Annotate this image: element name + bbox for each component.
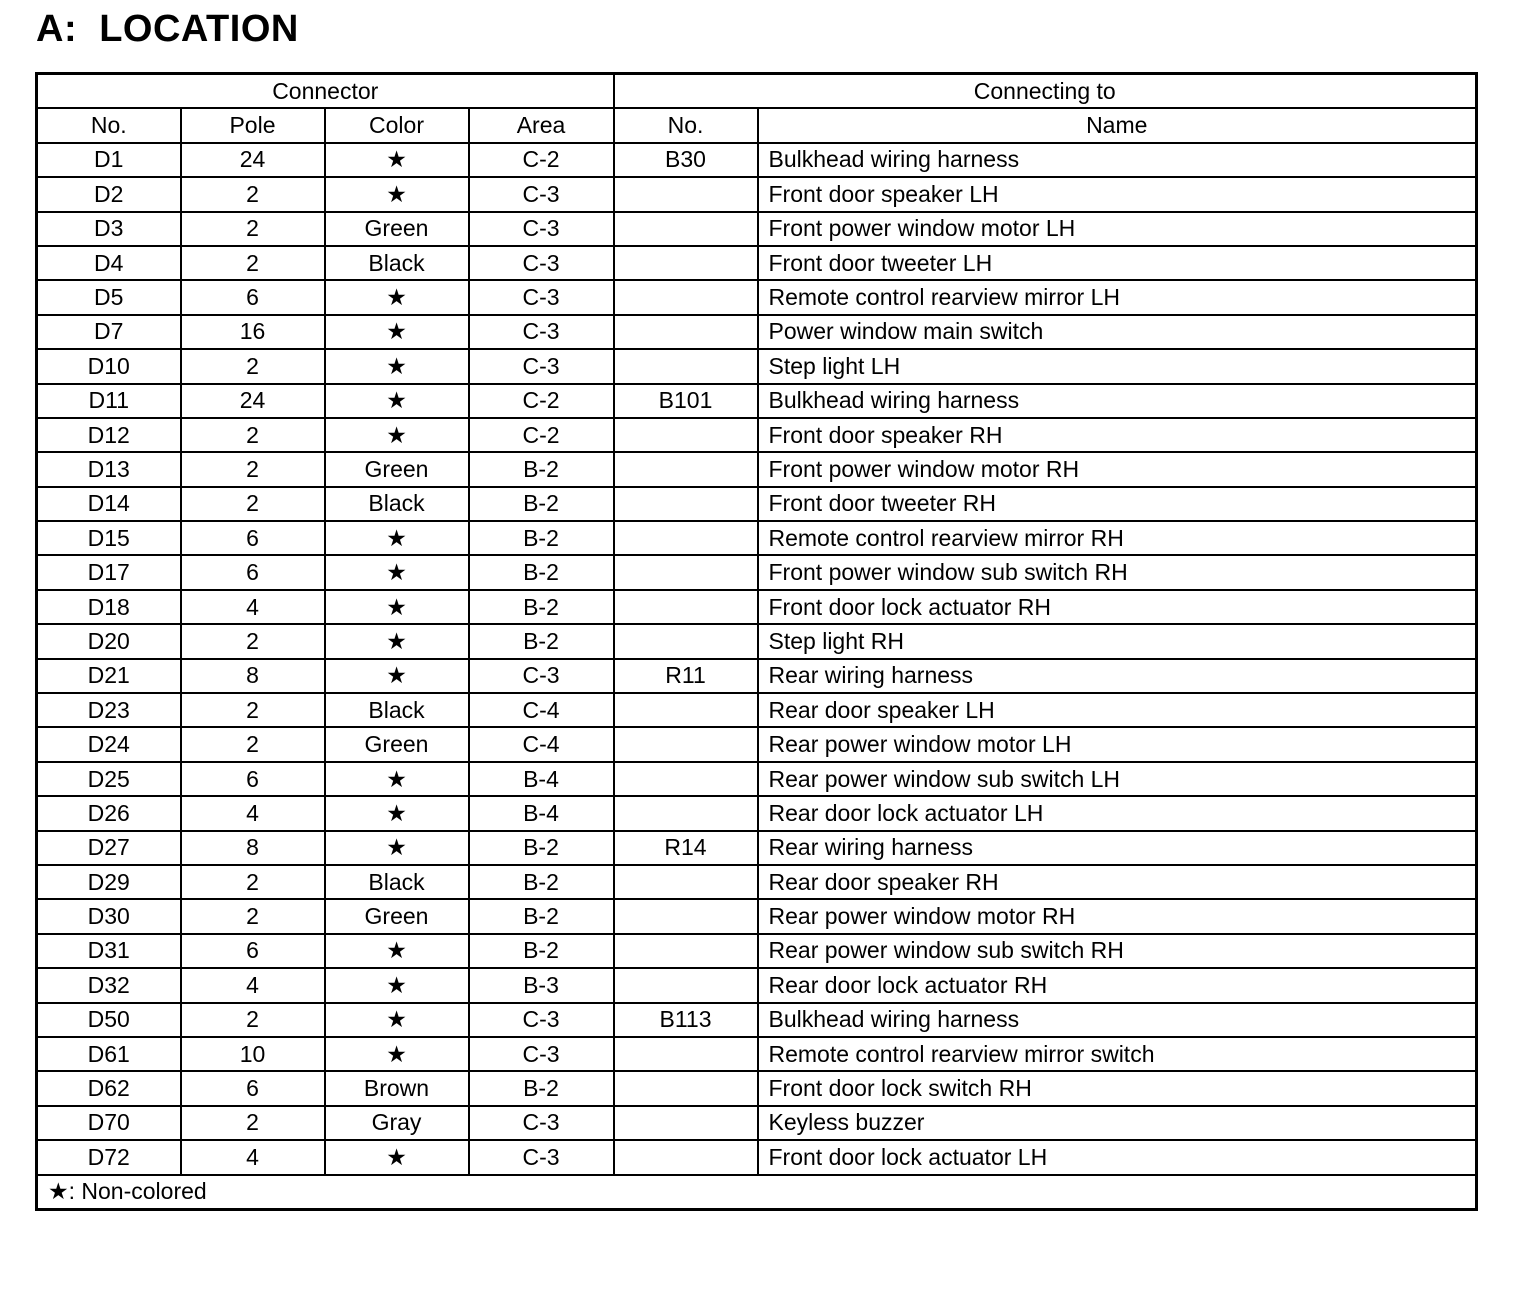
cell-name: Front power window motor RH xyxy=(758,452,1477,486)
cell-color: ★ xyxy=(325,555,469,589)
cell-pole: 2 xyxy=(181,727,325,761)
table-row xyxy=(37,1106,1477,1140)
cell-color: Green xyxy=(325,899,469,933)
table-row xyxy=(37,968,1477,1002)
cell-pole: 2 xyxy=(181,693,325,727)
cell-no: D70 xyxy=(37,1106,181,1140)
connector-group-header: Connector xyxy=(37,74,614,109)
cell-connecting-no xyxy=(614,555,758,589)
cell-area: C-3 xyxy=(469,1106,614,1140)
cell-pole: 8 xyxy=(181,831,325,865)
cell-name: Front power window motor LH xyxy=(758,212,1477,246)
cell-connecting-no xyxy=(614,693,758,727)
cell-color: ★ xyxy=(325,659,469,693)
cell-area: B-4 xyxy=(469,762,614,796)
cell-pole: 2 xyxy=(181,624,325,658)
column-header-connecting-no: No. xyxy=(614,108,758,142)
cell-pole: 24 xyxy=(181,143,325,177)
cell-name: Rear power window sub switch LH xyxy=(758,762,1477,796)
cell-pole: 2 xyxy=(181,899,325,933)
column-header-no: No. xyxy=(37,108,181,142)
cell-color: ★ xyxy=(325,143,469,177)
cell-color: ★ xyxy=(325,796,469,830)
cell-area: B-2 xyxy=(469,452,614,486)
cell-no: D12 xyxy=(37,418,181,452)
column-header-name: Name xyxy=(758,108,1477,142)
cell-area: C-3 xyxy=(469,1037,614,1071)
cell-name: Rear power window sub switch RH xyxy=(758,934,1477,968)
cell-pole: 2 xyxy=(181,452,325,486)
cell-name: Keyless buzzer xyxy=(758,1106,1477,1140)
cell-no: D3 xyxy=(37,212,181,246)
cell-pole: 10 xyxy=(181,1037,325,1071)
cell-color: ★ xyxy=(325,177,469,211)
cell-color: Black xyxy=(325,693,469,727)
cell-connecting-no: B113 xyxy=(614,1003,758,1037)
cell-pole: 2 xyxy=(181,1003,325,1037)
cell-color: Black xyxy=(325,487,469,521)
cell-pole: 4 xyxy=(181,1140,325,1174)
cell-connecting-no xyxy=(614,762,758,796)
cell-connecting-no xyxy=(614,1106,758,1140)
cell-area: B-2 xyxy=(469,865,614,899)
cell-no: D7 xyxy=(37,315,181,349)
cell-name: Front door tweeter RH xyxy=(758,487,1477,521)
cell-area: B-2 xyxy=(469,555,614,589)
cell-no: D13 xyxy=(37,452,181,486)
cell-no: D2 xyxy=(37,177,181,211)
cell-area: C-3 xyxy=(469,1003,614,1037)
cell-color: ★ xyxy=(325,315,469,349)
legend-note: ★: Non-colored xyxy=(37,1175,1477,1210)
cell-color: ★ xyxy=(325,831,469,865)
cell-pole: 6 xyxy=(181,280,325,314)
table-row xyxy=(37,315,1477,349)
cell-area: B-2 xyxy=(469,1071,614,1105)
cell-no: D25 xyxy=(37,762,181,796)
cell-name: Front door lock switch RH xyxy=(758,1071,1477,1105)
cell-no: D14 xyxy=(37,487,181,521)
cell-color: ★ xyxy=(325,934,469,968)
cell-name: Remote control rearview mirror switch xyxy=(758,1037,1477,1071)
cell-no: D72 xyxy=(37,1140,181,1174)
column-header-color: Color xyxy=(325,108,469,142)
table-row xyxy=(37,831,1477,865)
cell-name: Front door tweeter LH xyxy=(758,246,1477,280)
table-row xyxy=(37,659,1477,693)
cell-area: B-2 xyxy=(469,487,614,521)
cell-color: Brown xyxy=(325,1071,469,1105)
cell-area: C-3 xyxy=(469,659,614,693)
cell-connecting-no xyxy=(614,521,758,555)
table-row xyxy=(37,727,1477,761)
cell-pole: 2 xyxy=(181,1106,325,1140)
cell-name: Rear wiring harness xyxy=(758,831,1477,865)
cell-pole: 24 xyxy=(181,384,325,418)
table-row xyxy=(37,143,1477,177)
cell-pole: 2 xyxy=(181,487,325,521)
column-header-pole: Pole xyxy=(181,108,325,142)
table-row xyxy=(37,280,1477,314)
cell-name: Bulkhead wiring harness xyxy=(758,384,1477,418)
location-table xyxy=(35,72,1478,1211)
cell-color: Green xyxy=(325,452,469,486)
cell-name: Rear door speaker LH xyxy=(758,693,1477,727)
cell-connecting-no xyxy=(614,968,758,1002)
table-body xyxy=(37,143,1477,1175)
cell-color: Black xyxy=(325,865,469,899)
table-row xyxy=(37,693,1477,727)
cell-name: Bulkhead wiring harness xyxy=(758,143,1477,177)
cell-no: D10 xyxy=(37,349,181,383)
cell-name: Front door speaker RH xyxy=(758,418,1477,452)
cell-area: C-2 xyxy=(469,143,614,177)
cell-area: B-2 xyxy=(469,521,614,555)
cell-no: D17 xyxy=(37,555,181,589)
cell-color: ★ xyxy=(325,521,469,555)
cell-connecting-no xyxy=(614,487,758,521)
cell-area: C-4 xyxy=(469,693,614,727)
cell-pole: 2 xyxy=(181,349,325,383)
cell-connecting-no xyxy=(614,1037,758,1071)
cell-name: Front door speaker LH xyxy=(758,177,1477,211)
cell-area: B-2 xyxy=(469,934,614,968)
cell-no: D24 xyxy=(37,727,181,761)
cell-pole: 4 xyxy=(181,968,325,1002)
group-header-row xyxy=(37,74,1477,109)
cell-no: D1 xyxy=(37,143,181,177)
cell-area: C-3 xyxy=(469,280,614,314)
table-row xyxy=(37,1003,1477,1037)
cell-area: C-3 xyxy=(469,212,614,246)
cell-area: B-4 xyxy=(469,796,614,830)
cell-color: Black xyxy=(325,246,469,280)
cell-color: ★ xyxy=(325,1003,469,1037)
cell-color: Gray xyxy=(325,1106,469,1140)
cell-area: C-3 xyxy=(469,1140,614,1174)
cell-connecting-no: B30 xyxy=(614,143,758,177)
column-header-area: Area xyxy=(469,108,614,142)
cell-color: ★ xyxy=(325,418,469,452)
cell-no: D20 xyxy=(37,624,181,658)
cell-no: D26 xyxy=(37,796,181,830)
cell-pole: 4 xyxy=(181,796,325,830)
cell-color: ★ xyxy=(325,762,469,796)
cell-color: Green xyxy=(325,727,469,761)
table-row xyxy=(37,1140,1477,1174)
cell-area: B-2 xyxy=(469,590,614,624)
cell-name: Step light LH xyxy=(758,349,1477,383)
cell-area: C-3 xyxy=(469,349,614,383)
table-row xyxy=(37,452,1477,486)
cell-no: D5 xyxy=(37,280,181,314)
cell-color: ★ xyxy=(325,1140,469,1174)
cell-connecting-no: B101 xyxy=(614,384,758,418)
cell-name: Front door lock actuator RH xyxy=(758,590,1477,624)
cell-area: C-2 xyxy=(469,418,614,452)
cell-name: Step light RH xyxy=(758,624,1477,658)
table-row xyxy=(37,521,1477,555)
cell-color: Green xyxy=(325,212,469,246)
cell-pole: 2 xyxy=(181,418,325,452)
cell-connecting-no xyxy=(614,349,758,383)
cell-pole: 6 xyxy=(181,555,325,589)
cell-color: ★ xyxy=(325,349,469,383)
cell-name: Bulkhead wiring harness xyxy=(758,1003,1477,1037)
cell-connecting-no xyxy=(614,590,758,624)
cell-name: Remote control rearview mirror RH xyxy=(758,521,1477,555)
cell-connecting-no xyxy=(614,452,758,486)
cell-connecting-no xyxy=(614,899,758,933)
table-row xyxy=(37,1037,1477,1071)
cell-pole: 8 xyxy=(181,659,325,693)
table-row xyxy=(37,762,1477,796)
cell-connecting-no: R11 xyxy=(614,659,758,693)
cell-area: B-3 xyxy=(469,968,614,1002)
cell-no: D21 xyxy=(37,659,181,693)
cell-no: D30 xyxy=(37,899,181,933)
cell-area: B-2 xyxy=(469,899,614,933)
cell-no: D29 xyxy=(37,865,181,899)
cell-name: Power window main switch xyxy=(758,315,1477,349)
cell-color: ★ xyxy=(325,968,469,1002)
cell-connecting-no xyxy=(614,280,758,314)
cell-name: Remote control rearview mirror LH xyxy=(758,280,1477,314)
cell-area: C-2 xyxy=(469,384,614,418)
connecting-to-group-header: Connecting to xyxy=(614,74,1477,109)
table-row xyxy=(37,899,1477,933)
cell-area: C-4 xyxy=(469,727,614,761)
table-row xyxy=(37,934,1477,968)
cell-connecting-no xyxy=(614,1140,758,1174)
cell-pole: 2 xyxy=(181,246,325,280)
cell-color: ★ xyxy=(325,384,469,418)
cell-name: Rear door lock actuator RH xyxy=(758,968,1477,1002)
cell-area: B-2 xyxy=(469,624,614,658)
cell-color: ★ xyxy=(325,590,469,624)
table-row xyxy=(37,487,1477,521)
cell-name: Front power window sub switch RH xyxy=(758,555,1477,589)
cell-name: Rear power window motor RH xyxy=(758,899,1477,933)
cell-no: D4 xyxy=(37,246,181,280)
cell-connecting-no xyxy=(614,212,758,246)
cell-no: D50 xyxy=(37,1003,181,1037)
cell-no: D15 xyxy=(37,521,181,555)
cell-pole: 6 xyxy=(181,762,325,796)
cell-no: D11 xyxy=(37,384,181,418)
cell-connecting-no xyxy=(614,315,758,349)
cell-no: D61 xyxy=(37,1037,181,1071)
table-row xyxy=(37,349,1477,383)
cell-pole: 6 xyxy=(181,1071,325,1105)
cell-area: C-3 xyxy=(469,177,614,211)
cell-pole: 2 xyxy=(181,865,325,899)
cell-connecting-no xyxy=(614,865,758,899)
cell-no: D31 xyxy=(37,934,181,968)
cell-no: D18 xyxy=(37,590,181,624)
table-row xyxy=(37,212,1477,246)
legend-row xyxy=(37,1175,1477,1210)
table-row xyxy=(37,796,1477,830)
cell-name: Rear door speaker RH xyxy=(758,865,1477,899)
table-row xyxy=(37,555,1477,589)
table-row xyxy=(37,418,1477,452)
cell-name: Rear power window motor LH xyxy=(758,727,1477,761)
cell-no: D23 xyxy=(37,693,181,727)
cell-connecting-no xyxy=(614,796,758,830)
table-row xyxy=(37,384,1477,418)
cell-area: C-3 xyxy=(469,315,614,349)
cell-color: ★ xyxy=(325,1037,469,1071)
table-row xyxy=(37,865,1477,899)
cell-pole: 6 xyxy=(181,521,325,555)
cell-connecting-no xyxy=(614,418,758,452)
cell-pole: 6 xyxy=(181,934,325,968)
cell-no: D62 xyxy=(37,1071,181,1105)
cell-color: ★ xyxy=(325,280,469,314)
cell-pole: 2 xyxy=(181,177,325,211)
cell-connecting-no xyxy=(614,624,758,658)
cell-pole: 4 xyxy=(181,590,325,624)
table-row xyxy=(37,1071,1477,1105)
cell-connecting-no xyxy=(614,727,758,761)
table-row xyxy=(37,590,1477,624)
cell-connecting-no xyxy=(614,246,758,280)
column-header-row xyxy=(37,108,1477,142)
page-title: A: LOCATION xyxy=(36,8,299,50)
table-row xyxy=(37,624,1477,658)
cell-area: B-2 xyxy=(469,831,614,865)
cell-pole: 16 xyxy=(181,315,325,349)
table-row xyxy=(37,246,1477,280)
cell-area: C-3 xyxy=(469,246,614,280)
cell-color: ★ xyxy=(325,624,469,658)
cell-connecting-no xyxy=(614,1071,758,1105)
table-row xyxy=(37,177,1477,211)
cell-name: Rear wiring harness xyxy=(758,659,1477,693)
cell-pole: 2 xyxy=(181,212,325,246)
cell-no: D27 xyxy=(37,831,181,865)
cell-no: D32 xyxy=(37,968,181,1002)
cell-connecting-no xyxy=(614,177,758,211)
cell-name: Front door lock actuator LH xyxy=(758,1140,1477,1174)
cell-name: Rear door lock actuator LH xyxy=(758,796,1477,830)
cell-connecting-no: R14 xyxy=(614,831,758,865)
cell-connecting-no xyxy=(614,934,758,968)
